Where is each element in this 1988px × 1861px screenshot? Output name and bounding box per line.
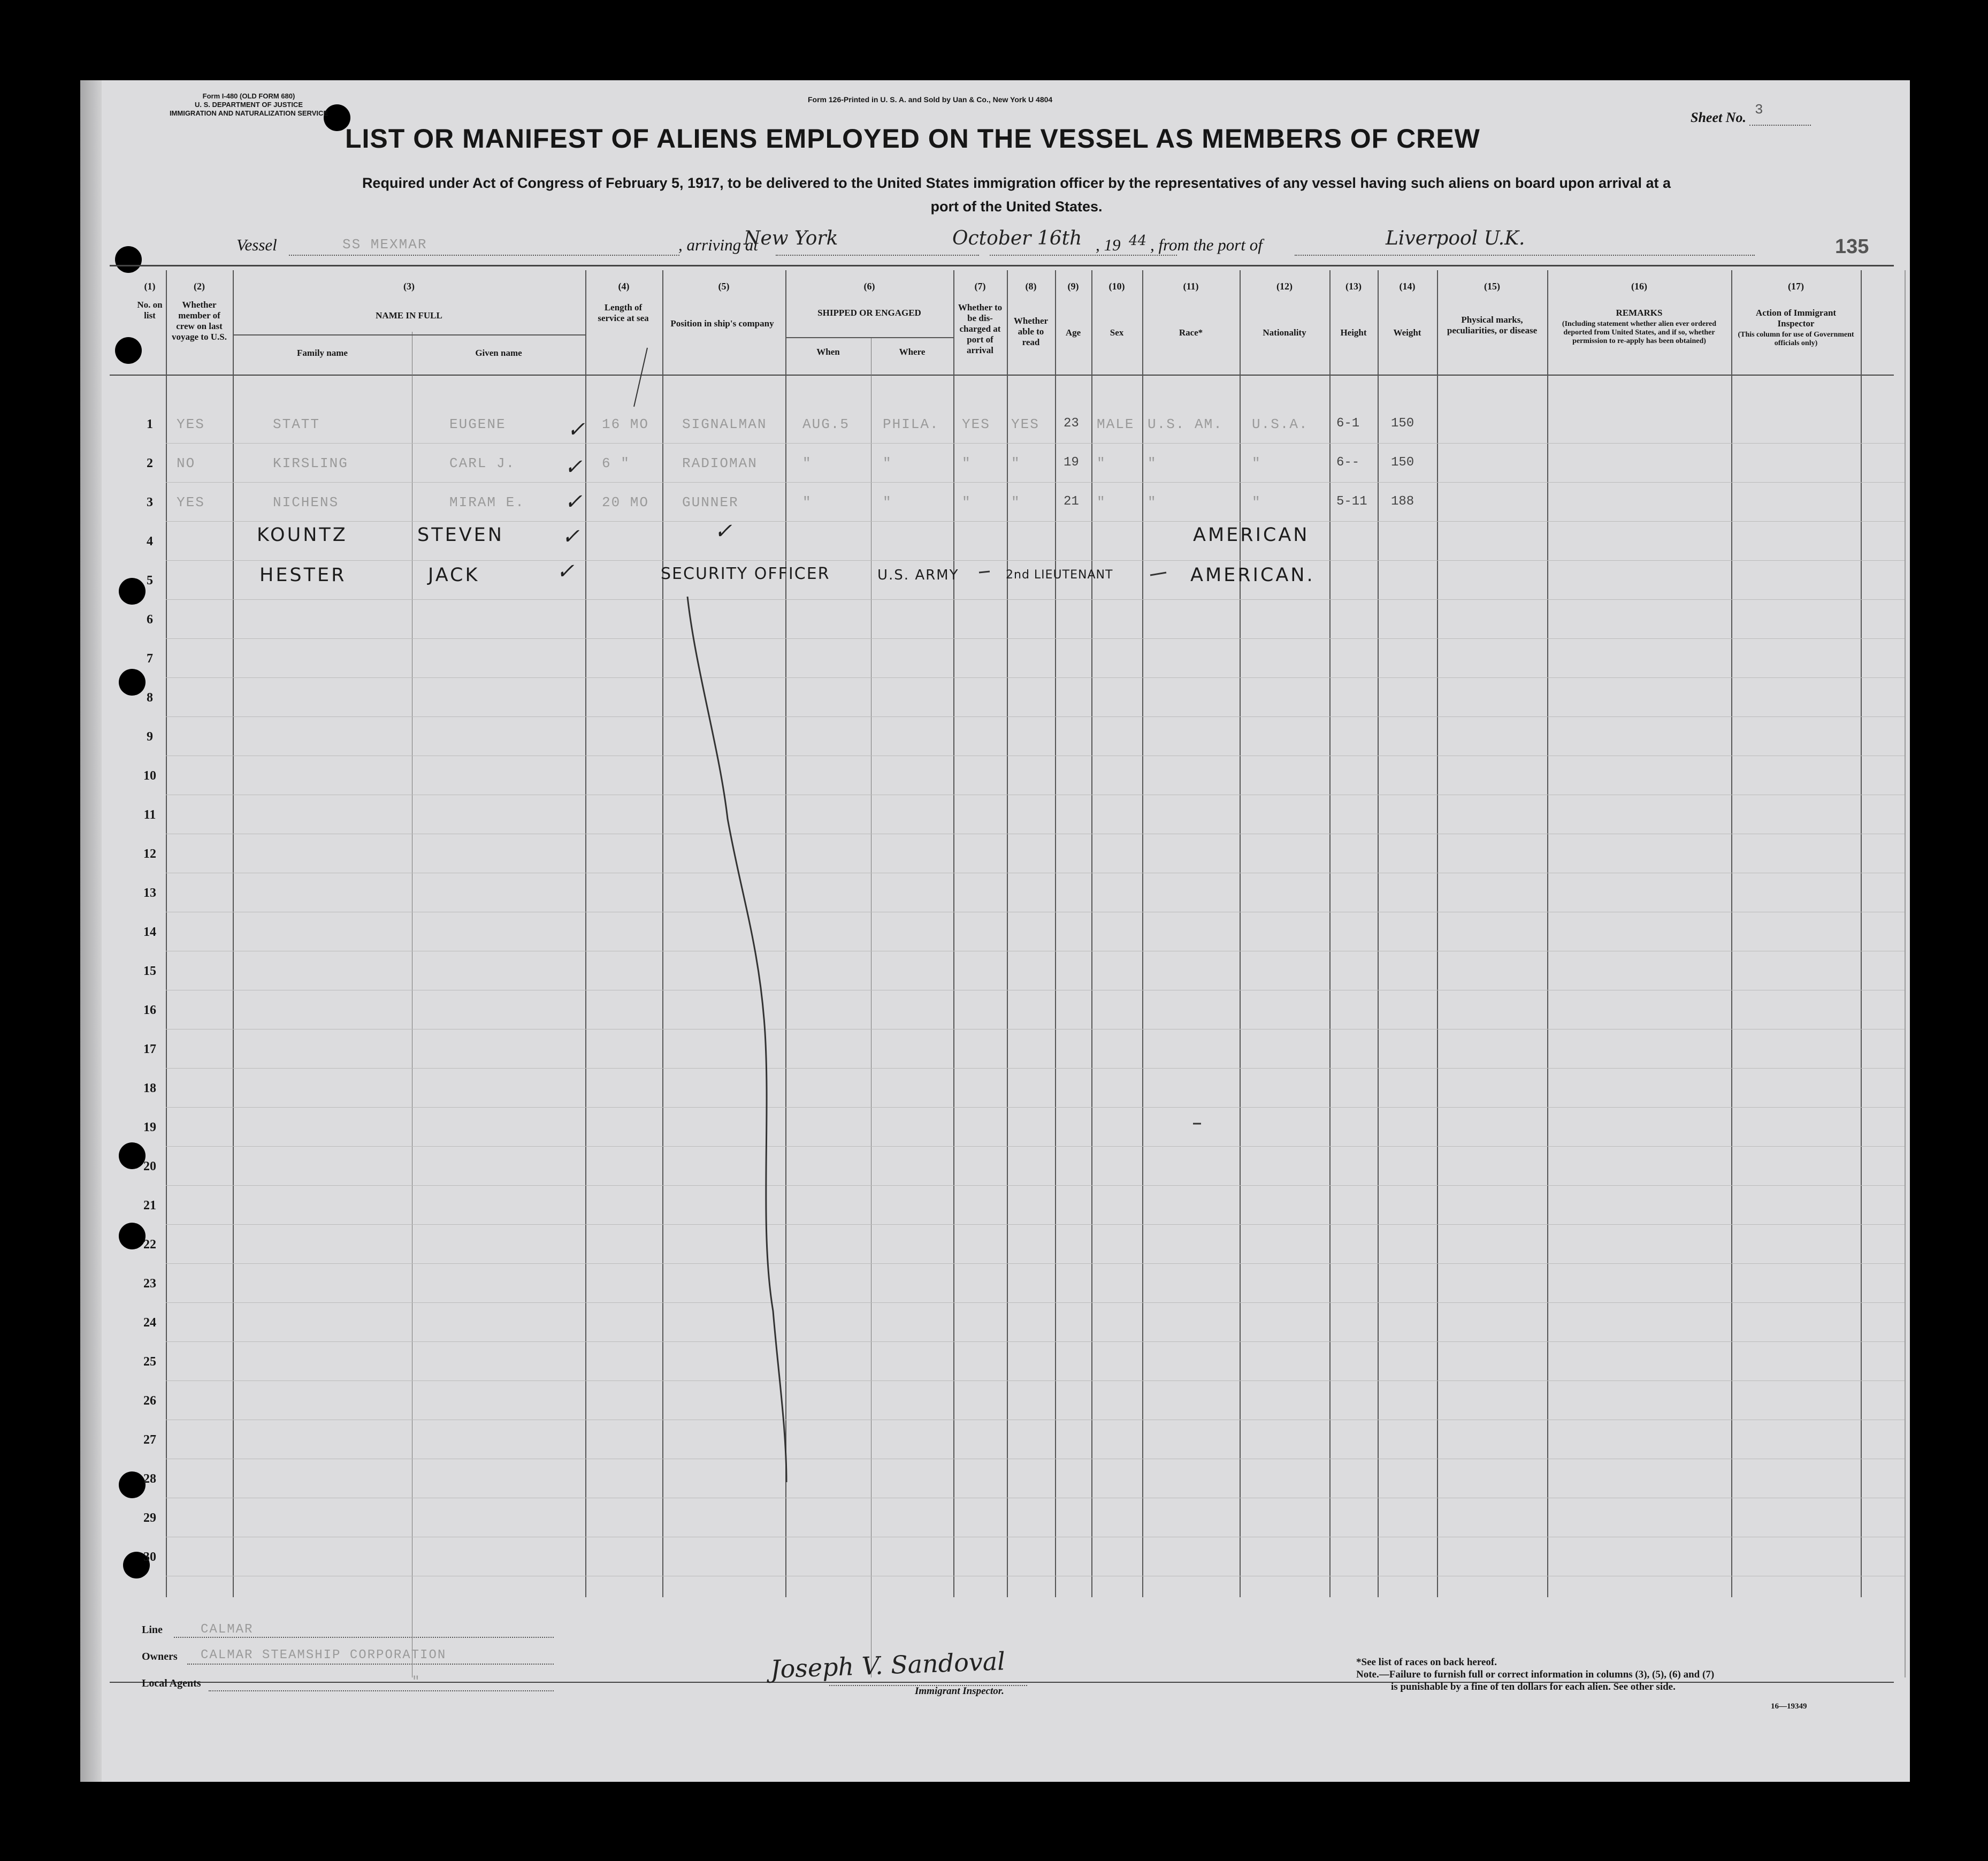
col-7-number: (7) (974, 281, 986, 292)
row2-age: 19 (1064, 455, 1079, 470)
manifest-page (80, 80, 1910, 1782)
vessel-value: SS MEXMAR (342, 237, 427, 253)
row2-shipped-where: " (883, 455, 892, 471)
row-number: 27 (143, 1433, 156, 1447)
row1-given-name: EUGENE (449, 416, 506, 432)
row3-member-last-voyage: YES (177, 494, 205, 510)
col-14-number: (14) (1399, 281, 1416, 292)
col-family-name: Family name (297, 348, 348, 358)
manifest-title: LIST OR MANIFEST OF ALIENS EMPLOYED ON THE VESSEL AS MEMBERS OF CREW (345, 124, 1480, 154)
penalty-note-1: Note.—Failure to furnish full or correct information in columns (3), (5), (6) and (7) (1356, 1669, 1715, 1680)
col-able-to-read: Whether able to read (1013, 316, 1049, 347)
penalty-note-2: is punishable by a fine of ten dollars for each alien. See other side. (1391, 1681, 1676, 1692)
owners-value: CALMAR STEAMSHIP CORPORATION (201, 1648, 447, 1662)
vessel-label: Vessel (236, 235, 277, 254)
row2-given-name: CARL J. (449, 455, 516, 471)
row2-nationality: " (1252, 455, 1261, 471)
col-1-number: (1) (144, 281, 156, 292)
row-number: 3 (147, 495, 153, 509)
service-name: IMMIGRATION AND NATURALIZATION SERVICE (169, 109, 328, 117)
page-stamp: 135 (1835, 235, 1869, 258)
row2-member-last-voyage: NO (177, 455, 196, 471)
row-number: 30 (143, 1550, 156, 1564)
col-9-number: (9) (1067, 281, 1079, 292)
row1-sex: MALE (1097, 416, 1135, 432)
row-number: 28 (143, 1472, 156, 1486)
col-action-note: (This column for use of Government officials only) (1738, 331, 1854, 347)
row2-position: RADIOMAN (682, 455, 758, 471)
row3-height: 5-11 (1336, 494, 1367, 509)
row3-given-name: MIRAM E. (449, 494, 525, 510)
pen-dash (1150, 573, 1166, 575)
check-mark: ✓ (556, 559, 575, 584)
check-mark: ✓ (564, 455, 583, 479)
row-number: 17 (143, 1042, 156, 1056)
col-weight: Weight (1393, 327, 1421, 338)
row2-height: 6-- (1336, 455, 1360, 470)
row3-age: 21 (1064, 494, 1079, 509)
agents-value: " (412, 1675, 421, 1689)
row1-race: U.S. AM. (1148, 416, 1223, 432)
col-11-number: (11) (1183, 281, 1199, 292)
col-15-number: (15) (1484, 281, 1500, 292)
line-value: CALMAR (201, 1622, 254, 1637)
row-number: 8 (147, 691, 153, 705)
row-number: 5 (147, 574, 153, 588)
row2-shipped-when: " (802, 455, 812, 471)
row5-position: SECURITY OFFICER (661, 565, 830, 583)
row4-nationality: AMERICAN (1193, 524, 1310, 546)
col-physical-marks: Physical marks, peculiarities, or disease (1447, 315, 1538, 335)
row2-service-length: 6 " (602, 455, 630, 471)
row-number: 26 (143, 1394, 156, 1408)
row5-nationality: AMERICAN. (1190, 565, 1315, 586)
signature-caption: Immigrant Inspector. (915, 1685, 1004, 1697)
row4-given: STEVEN (417, 524, 504, 546)
col-5-number: (5) (718, 281, 730, 292)
col-position: Position in ship's company (670, 318, 774, 329)
department: U. S. DEPARTMENT OF JUSTICE (195, 101, 303, 109)
owners-label: Owners (142, 1651, 178, 1662)
row-number: 1 (147, 417, 153, 431)
row5-rank: 2nd LIEUTENANT (1006, 568, 1113, 582)
row3-able-to-read: " (1011, 494, 1021, 510)
col-height: Height (1340, 327, 1367, 338)
line-label: Line (142, 1624, 163, 1636)
col-sex: Sex (1110, 327, 1124, 338)
row3-family-name: NICHENS (273, 494, 339, 510)
pen-strokes (80, 80, 1910, 1782)
races-note: *See list of races on back hereof. (1356, 1657, 1497, 1668)
row-number: 14 (143, 925, 156, 939)
owners-underline (187, 1663, 554, 1665)
col-3-number: (3) (403, 281, 415, 292)
pen-line (687, 597, 786, 1482)
row-number: 9 (147, 730, 153, 744)
row3-shipped-when: " (802, 494, 812, 510)
row5-given: JACK (428, 565, 480, 586)
col-4-number: (4) (618, 281, 630, 292)
col-name-in-full: NAME IN FULL (376, 310, 442, 321)
row4-family: KOUNTZ (257, 524, 348, 546)
col-17-number: (17) (1788, 281, 1804, 292)
row1-discharged: YES (962, 416, 990, 432)
sheet-label: Sheet No. (1691, 110, 1746, 125)
row-number: 19 (143, 1120, 156, 1134)
row2-race: " (1148, 455, 1157, 471)
row-number: 11 (143, 808, 156, 822)
form-code: 16—19349 (1771, 1702, 1807, 1711)
row1-weight: 150 (1391, 416, 1414, 431)
col-when: When (816, 347, 840, 357)
row2-sex: " (1097, 455, 1106, 471)
row-number: 6 (147, 613, 153, 627)
col-length-of-service: Length of service at sea (598, 302, 649, 323)
row3-discharged: " (962, 494, 972, 510)
row-number: 7 (147, 652, 153, 666)
col-12-number: (12) (1276, 281, 1293, 292)
inspector-signature: Joseph V. Sandoval (770, 1646, 1006, 1684)
subtitle-line-1: Required under Act of Congress of February 5, 1917, to be delivered to the United States immigration officer by the representatives of any vessel having such aliens on board upon arrival at a (362, 175, 1671, 191)
check-mark: ✓ (567, 417, 585, 442)
row2-discharged: " (962, 455, 972, 471)
row-number: 4 (147, 535, 153, 548)
col-no-on-list: No. on list (137, 300, 163, 321)
row3-shipped-where: " (883, 494, 892, 510)
row-number: 16 (143, 1003, 156, 1017)
col-16-number: (16) (1631, 281, 1647, 292)
from-value: Liverpool U.K. (1386, 227, 1525, 249)
printer-line: Form 126-Printed in U. S. A. and Sold by Uan & Co., New York U 4804 (808, 95, 1053, 104)
row-number: 12 (143, 847, 156, 861)
date-value: October 16th (952, 227, 1082, 249)
row2-family-name: KIRSLING (273, 455, 348, 471)
row5-where: U.S. ARMY (877, 567, 959, 583)
row-number: 23 (143, 1277, 156, 1291)
pen-dash (634, 348, 647, 407)
subtitle-line-2: port of the United States. (930, 199, 1103, 215)
arriving-value: New York (744, 227, 838, 249)
col-age: Age (1065, 327, 1081, 338)
row5-family: HESTER (259, 565, 347, 586)
col-nationality: Nationality (1263, 327, 1306, 338)
row3-weight: 188 (1391, 494, 1414, 509)
row3-race: " (1148, 494, 1157, 510)
col-remarks-note: (Including statement whether alien ever ordered deported from United States, and if so, whether permission to re-apply has been obtained) (1562, 320, 1717, 345)
check-mark: ✓ (562, 524, 580, 549)
row3-position: GUNNER (682, 494, 739, 510)
col-given-name: Given name (475, 348, 522, 358)
form-id: Form I-480 (OLD FORM 680) (202, 92, 295, 100)
sheet-number: 3 (1755, 102, 1763, 118)
row-number: 20 (143, 1160, 156, 1173)
arriving-label: , arriving at (678, 235, 758, 254)
from-label: , from the port of (1150, 235, 1263, 254)
agents-label: Local Agents (142, 1677, 201, 1689)
row1-shipped-when: AUG.5 (802, 416, 850, 432)
row1-height: 6-1 (1336, 416, 1360, 431)
year-value: 44 (1129, 233, 1147, 249)
col-2-number: (2) (194, 281, 205, 292)
row-number: 15 (143, 964, 156, 978)
col-discharged: Whether to be dis-charged at port of arrival (958, 302, 1003, 355)
year-prefix: , 19 (1096, 235, 1121, 254)
col-where: Where (899, 347, 926, 357)
row1-age: 23 (1064, 416, 1079, 431)
col-shipped-engaged: SHIPPED OR ENGAGED (817, 308, 921, 318)
row1-service-length: 16 MO (602, 416, 649, 432)
check-mark: ✓ (564, 490, 583, 514)
row1-nationality: U.S.A. (1252, 416, 1309, 432)
row-number: 25 (143, 1355, 156, 1369)
row2-weight: 150 (1391, 455, 1414, 470)
row-number: 22 (143, 1238, 156, 1252)
agents-underline (209, 1690, 554, 1691)
col-member-last-voyage: Whether member of crew on last voyage to U.S. (172, 300, 227, 342)
row-number: 2 (147, 456, 153, 470)
row3-service-length: 20 MO (602, 494, 649, 510)
pen-dash (979, 571, 990, 573)
row2-able-to-read: " (1011, 455, 1021, 471)
col-action-inspector: Action of Immigrant Inspector (1755, 308, 1837, 329)
col-6-number: (6) (863, 281, 875, 292)
row-number: 21 (143, 1199, 156, 1212)
row-number: 13 (143, 886, 156, 900)
check-mark: ✓ (714, 519, 732, 544)
row3-nationality: " (1252, 494, 1261, 510)
row1-shipped-where: PHILA. (883, 416, 939, 432)
row1-able-to-read: YES (1011, 416, 1039, 432)
row-number: 24 (143, 1316, 156, 1330)
row3-sex: " (1097, 494, 1106, 510)
row1-family-name: STATT (273, 416, 320, 432)
row-number: 29 (143, 1511, 156, 1525)
row-number: 10 (143, 769, 156, 783)
row-number: 18 (143, 1081, 156, 1095)
col-10-number: (10) (1108, 281, 1125, 292)
row1-member-last-voyage: YES (177, 416, 205, 432)
col-8-number: (8) (1025, 281, 1037, 292)
col-race: Race* (1179, 327, 1203, 338)
col-remarks: REMARKS (1616, 308, 1663, 318)
col-13-number: (13) (1345, 281, 1362, 292)
row1-position: SIGNALMAN (682, 416, 767, 432)
